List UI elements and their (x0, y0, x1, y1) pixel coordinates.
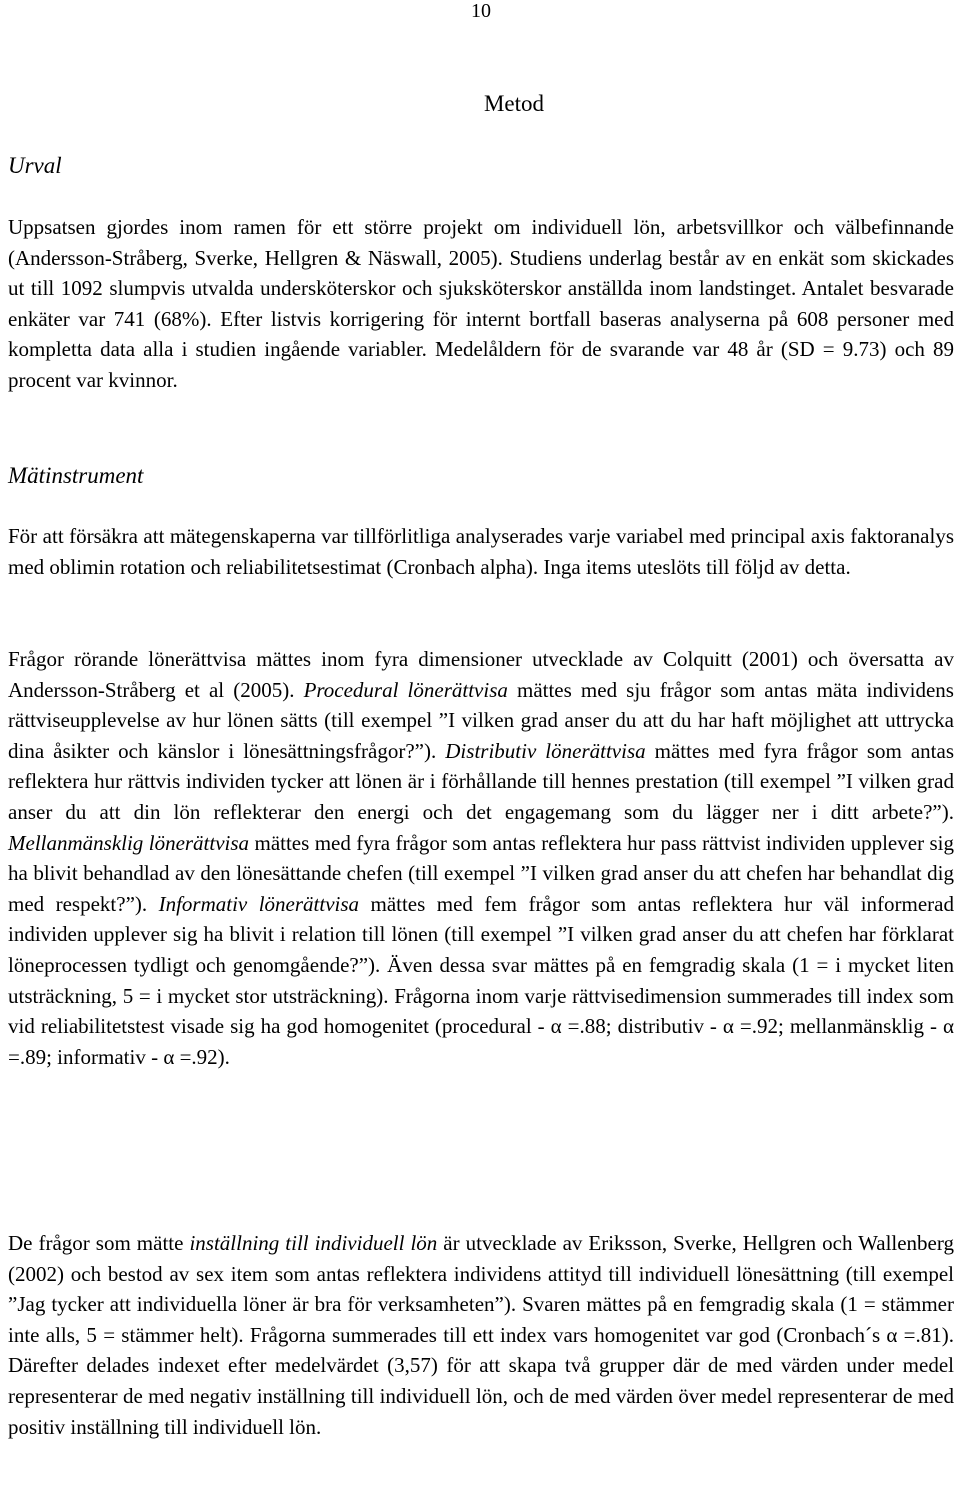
procedural-term: Procedural lönerättvisa (303, 677, 508, 702)
p3-text-1: De frågor som mätte (8, 1231, 190, 1255)
p2-text-4: mättes med fyra frågor som antas reflektera hur pass rättvist individen upplever sig ha blivit behandlad av den lönesättande chefen (till exempel ”I vilken grad anser du att chefen har behandlat dig med respekt?”). (8, 830, 954, 916)
p2-text-5: mättes med fem frågor som antas reflektera hur väl informerad individen upplever sig ha blivit i relation till lönen (till exempel ”I vilken grad anser du att chefen har förklarat löneprocessen tydligt och genomgående?”). Även dessa svar mättes på en femgradig skala (1 = i mycket liten utsträckning, 5 = i mycket stor utsträckning). Frågorna inom varje rättvisedimension summerades till index som vid reliabilitetstest visade sig ha god homogenitet (procedural - α =.88; distributiv - α =.92; mellanmänsklig - α =.89; informativ - α =.92). (8, 891, 954, 1069)
p3-text-2: är utvecklade av Eriksson, Sverke, Hellgren och Wallenberg (2002) och bestod av sex item som antas reflektera individens attityd till individuell lönesättning (till exempel ”Jag tycker att individuella löner är bra för verksamheten”). Svaren mättes på en femgradig skala (1 = stämmer inte alls, 5 = stämmer helt). Frågorna summerades till ett index vars homogenitet var god (Cronbach´s α =.81). Därefter delades indexet efter medelvärdet (3,57) för att skapa två grupper där de med värden under medel representerar de med negativ inställning till individuell lön, och de med värden över medel representerar de med positiv inställning till individuell lön. (8, 1231, 954, 1439)
installning-term: inställning till individuell lön (189, 1231, 438, 1255)
matinstrument-paragraph-2 (8, 644, 954, 1072)
distributiv-term: Distributiv lönerättvisa (445, 738, 646, 763)
matinstrument-heading: Mätinstrument (8, 463, 144, 488)
mellanmansklig-term: Mellanmänsklig lönerättvisa (8, 830, 250, 855)
informativ-term: Informativ lönerättvisa (158, 891, 360, 916)
urval-heading: Urval (8, 153, 62, 178)
page-number: 10 (471, 0, 491, 22)
p2-text-3: mättes med fyra frågor som antas reflektera hur rättvis individen tycker att lönen är i förhållande till hennes prestation (till exempel ”I vilken grad anser du att din lön reflekterar den energi och det engagemang som du lägger ner i ditt arbete?”). (8, 738, 954, 824)
p2-text-1: Frågor rörande lönerättvisa mättes inom fyra dimensioner utvecklade av Colquitt (2001) och översatta av Andersson-Stråberg et al (2005). (8, 647, 954, 702)
urval-paragraph: Uppsatsen gjordes inom ramen för ett större projekt om individuell lön, arbetsvillkor och välbefinnande (Andersson-Stråberg, Sverke, Hellgren & Näswall, 2005). Studiens underlag består av en enkät som skickades ut till 1092 slumpvis utvalda undersköterskor och sjuksköterskor anställda inom landstinget. Antalet besvarade enkäter var 741 (68%). Efter listvis korrigering för internt bortfall baseras analyserna på 608 personer med kompletta data alla i studien ingående variabler. Medelåldern för de svarande var 48 år (SD = 9.73) och 89 procent var kvinnor. (8, 215, 954, 392)
matinstrument-paragraph-3 (8, 1228, 954, 1442)
section-title: Metod (483, 91, 545, 116)
p2-text-2: mättes med sju frågor som antas mäta individens rättviseupplevelse av hur lönen sätts (till exempel ”I vilken grad anser du att du har haft möjlighet att uttrycka dina åsikter och känslor i lönesättningsfrågor?”). (8, 677, 954, 763)
matinstrument-paragraph-1: För att försäkra att mätegenskaperna var tillförlitliga analyserades varje variabel med principal axis faktoranalys med oblimin rotation och reliabilitetsestimat (Cronbach alpha). Inga items uteslöts till följd av detta. (8, 524, 954, 579)
